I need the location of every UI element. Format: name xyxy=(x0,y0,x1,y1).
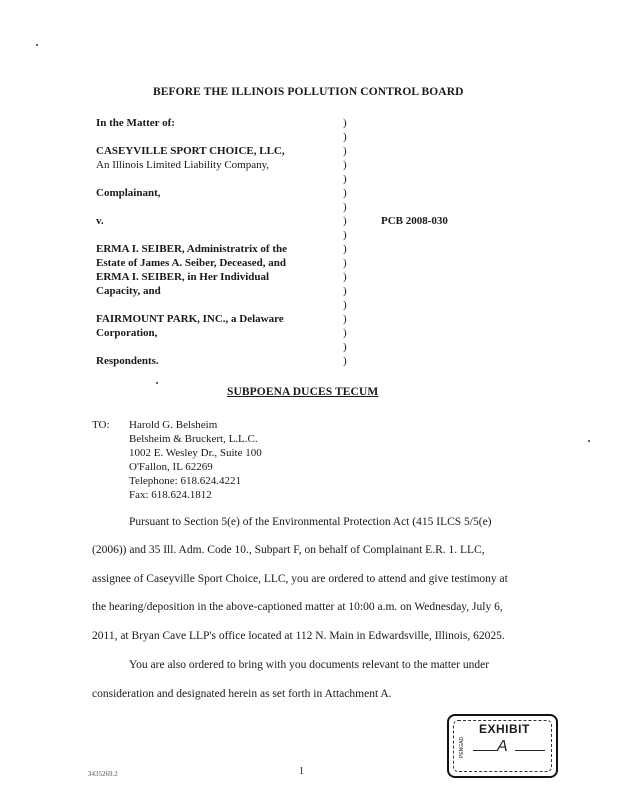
paragraph-line: You are also ordered to bring with you documents relevant to the matter under xyxy=(129,659,490,671)
address-line: O'Fallon, IL 62269 xyxy=(129,461,213,473)
paren: ) xyxy=(343,159,347,171)
address-line: Harold G. Belsheim xyxy=(129,419,218,431)
caption-parens xyxy=(343,116,347,368)
paren: ) xyxy=(343,229,347,241)
caption-line xyxy=(96,130,287,144)
paren: ) xyxy=(343,313,347,325)
paragraph-line: (2006)) and 35 Ill. Adm. Code 10., Subpart F, on behalf of Complainant E.R. 1. LLC, xyxy=(92,544,485,556)
exhibit-sticker xyxy=(447,714,558,778)
address-line: Fax: 618.624.1812 xyxy=(129,489,212,501)
exhibit-label: EXHIBIT xyxy=(479,722,530,736)
exhibit-line-right xyxy=(515,750,545,751)
paren: ) xyxy=(343,117,347,129)
caption-left xyxy=(96,116,287,368)
paren: ) xyxy=(343,355,347,367)
address-line: Telephone: 618.624.4221 xyxy=(129,475,241,487)
paren: ) xyxy=(343,173,347,185)
paren: ) xyxy=(343,285,347,297)
caption-line: Capacity, and xyxy=(96,285,161,297)
paren: ) xyxy=(343,299,347,311)
paren: ) xyxy=(343,271,347,283)
caption-line: Estate of James A. Seiber, Deceased, and xyxy=(96,257,286,269)
caption-line: ERMA I. SEIBER, in Her Individual xyxy=(96,271,270,283)
paragraph-line: 2011, at Bryan Cave LLP's office located at 112 N. Main in Edwardsville, Illinois, 62025. xyxy=(92,630,505,642)
footer-doc-id: 3435269.2 xyxy=(88,770,118,778)
scan-speck xyxy=(588,440,590,442)
caption-line: An Illinois Limited Liability Company, xyxy=(96,159,270,171)
to-label: TO: xyxy=(92,419,110,431)
caption-party-name: ERMA I. SEIBER, Administratrix of the xyxy=(96,243,287,255)
paragraph-line: assignee of Caseyville Sport Choice, LLC, you are ordered to attend and give testimony at xyxy=(92,573,508,585)
caption-line: Complainant, xyxy=(96,187,161,199)
caption-line: Respondents. xyxy=(96,355,159,367)
caption-line: In the Matter of: xyxy=(96,117,175,129)
caption-line xyxy=(96,200,287,214)
address-block xyxy=(129,418,262,502)
subpoena-heading: SUBPOENA DUCES TECUM xyxy=(227,386,379,398)
paren: ) xyxy=(343,327,347,339)
caption-line: Corporation, xyxy=(96,327,158,339)
paren: ) xyxy=(343,341,347,353)
address-line: 1002 E. Wesley Dr., Suite 100 xyxy=(129,447,262,459)
paragraph-line: consideration and designated herein as set forth in Attachment A. xyxy=(92,688,392,700)
exhibit-line-left xyxy=(473,750,497,751)
scan-speck xyxy=(36,44,38,46)
caption-line xyxy=(96,228,287,242)
paren: ) xyxy=(343,187,347,199)
exhibit-letter: A xyxy=(497,738,508,755)
caption-line xyxy=(96,172,287,186)
caption-party-name: FAIRMOUNT PARK, INC., a Delaware xyxy=(96,313,284,325)
caption-line: v. xyxy=(96,215,104,227)
paren: ) xyxy=(343,201,347,213)
paren: ) xyxy=(343,215,347,227)
page-number: 1 xyxy=(299,766,304,777)
paren: ) xyxy=(343,243,347,255)
caption-line xyxy=(96,340,287,354)
paragraph-line: Pursuant to Section 5(e) of the Environmental Protection Act (415 ILCS 5/5(e) xyxy=(129,516,492,528)
document-title: BEFORE THE ILLINOIS POLLUTION CONTROL BOARD xyxy=(153,86,464,98)
paren: ) xyxy=(343,131,347,143)
case-number: PCB 2008-030 xyxy=(381,215,448,227)
address-line: Belsheim & Bruckert, L.L.C. xyxy=(129,433,258,445)
caption-party-name: CASEYVILLE SPORT CHOICE, LLC, xyxy=(96,145,285,157)
paren: ) xyxy=(343,257,347,269)
caption-line xyxy=(96,298,287,312)
paragraph-line: the hearing/deposition in the above-captioned matter at 10:00 a.m. on Wednesday, July 6, xyxy=(92,601,503,613)
scan-speck xyxy=(156,382,158,384)
exhibit-side-text: PENGAD xyxy=(459,736,465,758)
paren: ) xyxy=(343,145,347,157)
